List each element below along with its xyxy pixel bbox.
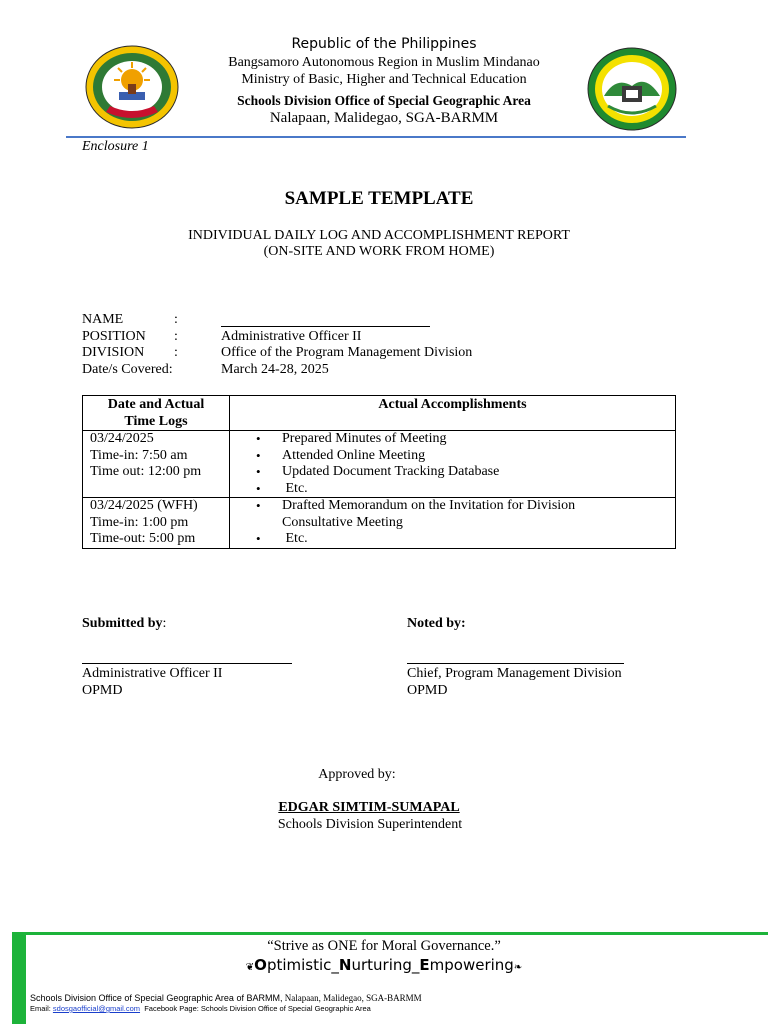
item-text: Etc. <box>282 480 308 496</box>
row-2-time-out: Time-out: 5:00 pm <box>90 531 196 547</box>
item-text: Prepared Minutes of Meeting <box>282 431 447 446</box>
accomplishment-table <box>82 395 676 549</box>
submitted-by-label <box>82 616 166 632</box>
footer-motto: “Strive as ONE for Moral Governance.” <box>267 938 501 954</box>
position-label: POSITION <box>82 329 146 344</box>
submitted-signature-line <box>82 663 292 664</box>
email-link[interactable]: sdosgaofficial@gmail.com <box>52 1004 141 1013</box>
email-label: Email: <box>30 1004 53 1013</box>
facebook-page: Facebook Page: Schools Division Office of Special Geographic Area <box>140 1004 371 1013</box>
submitted-label-text: Submitted by <box>82 616 163 631</box>
colon: : <box>174 312 178 327</box>
item-text: Consultative Meeting <box>282 514 403 530</box>
document-subtitle-line1: INDIVIDUAL DAILY LOG AND ACCOMPLISHMENT REPORT <box>188 228 570 243</box>
row-1-time-out: Time out: 12:00 pm <box>90 464 202 480</box>
footer-contact <box>30 1004 371 1013</box>
document-title: SAMPLE TEMPLATE <box>284 188 474 209</box>
table-header-date: Date and Actual Time Logs <box>107 397 205 429</box>
document-subtitle-line2: (ON-SITE AND WORK FROM HOME) <box>263 244 495 259</box>
bullet: • <box>256 447 261 463</box>
item-text: Drafted Memorandum on the Invitation for Division <box>282 498 576 513</box>
footer-accent-bar <box>12 932 768 935</box>
tagline-part3: mpowering <box>429 956 514 974</box>
submitted-office: OPMD <box>82 683 123 698</box>
submitted-position: Administrative Officer II <box>82 666 223 681</box>
tagline-o: O <box>254 956 267 974</box>
table-row-2-accomplishments <box>256 498 671 548</box>
noted-by-label: Noted by: <box>407 616 466 631</box>
name-label: NAME <box>82 312 124 327</box>
bullet: • <box>256 431 261 446</box>
item-text: Etc. <box>282 531 308 547</box>
tagline-e: E <box>419 956 430 974</box>
noted-signature-line <box>407 663 624 664</box>
bullet: • <box>256 464 261 480</box>
approved-by-label: Approved by: <box>318 767 396 782</box>
position-value: Administrative Officer II <box>221 329 362 344</box>
footer-address-location: Nalapaan, Malidegao, SGA-BARMM <box>282 993 422 1003</box>
row-1-time-in: Time-in: 7:50 am <box>90 447 188 463</box>
bullet: • <box>256 498 261 513</box>
noted-office: OPMD <box>407 683 448 698</box>
footer-tagline <box>0 956 768 974</box>
noted-position: Chief, Program Management Division <box>407 666 622 681</box>
table-column-divider <box>229 396 230 548</box>
row-1-date: 03/24/2025 <box>90 431 154 446</box>
header-divider <box>66 136 686 138</box>
footer-address-office: Schools Division Office of Special Geographic Area of BARMM, <box>30 993 283 1003</box>
header-address: Nalapaan, Malidegao, SGA-BARMM <box>269 110 499 126</box>
tagline-part2: urturing_ <box>351 956 420 974</box>
approver-name: EDGAR SIMTIM-SUMAPAL <box>278 800 460 815</box>
row-2-time-in: Time-in: 1:00 pm <box>90 514 189 530</box>
header-region: Bangsamoro Autonomous Region in Muslim Mindanao <box>228 55 540 70</box>
colon: : <box>174 345 178 360</box>
division-value: Office of the Program Management Division <box>221 345 473 360</box>
table-row-1-dates <box>90 431 228 481</box>
table-header-accomplishments: Actual Accomplishments <box>378 397 527 412</box>
name-blank-line <box>221 326 430 327</box>
table-row-1-accomplishments <box>256 431 671 497</box>
tagline-n: N <box>338 956 352 974</box>
bullet: • <box>256 480 261 496</box>
dates-label: Date/s Covered: <box>82 362 173 377</box>
header-office: Schools Division Office of Special Geographic Area <box>237 93 531 108</box>
header-republic: Republic of the Philippines <box>291 36 477 52</box>
item-text: Attended Online Meeting <box>282 447 426 463</box>
header-ministry: Ministry of Basic, Higher and Technical Education <box>241 72 527 87</box>
table-row-2-dates <box>90 498 228 548</box>
item-text: Updated Document Tracking Database <box>282 464 500 480</box>
row-2-date: 03/24/2025 (WFH) <box>90 498 198 513</box>
submitted-colon: : <box>162 616 167 631</box>
division-label: DIVISION <box>82 345 145 360</box>
colon: : <box>174 329 178 344</box>
dates-value: March 24-28, 2025 <box>221 362 329 377</box>
approver-title: Schools Division Superintendent <box>277 817 463 832</box>
leaf-right-icon: ❧ <box>513 962 523 973</box>
footer-address <box>30 993 422 1003</box>
leaf-left-icon: ❦ <box>245 962 255 973</box>
tagline-part1: ptimistic_ <box>266 956 339 974</box>
bullet: • <box>256 531 261 547</box>
enclosure-label: Enclosure 1 <box>82 139 149 154</box>
